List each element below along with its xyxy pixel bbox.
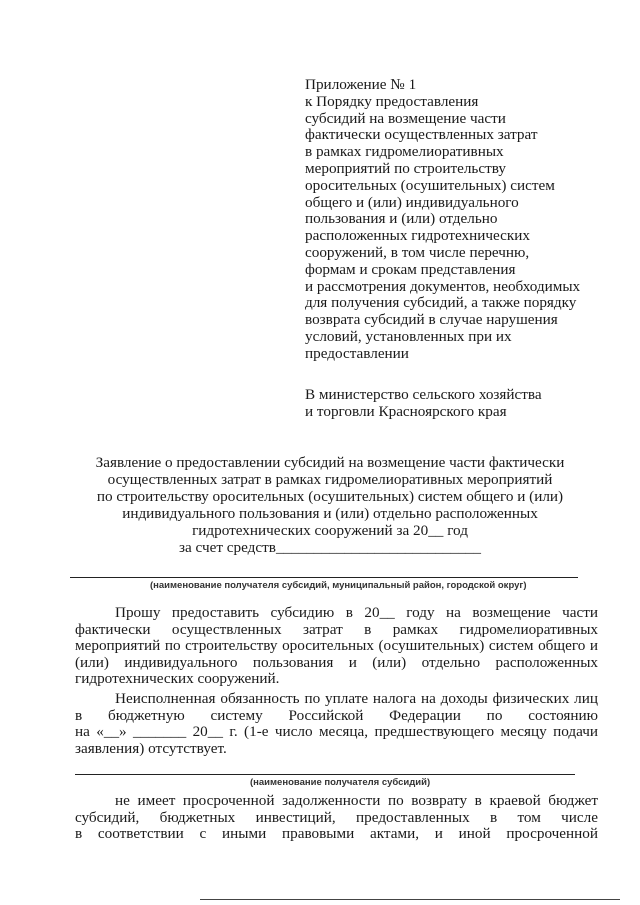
recipient-block bbox=[305, 386, 542, 420]
annex-line: возврата субсидий в случае нарушения bbox=[305, 311, 558, 329]
annex-line: пользования и (или) отдельно bbox=[305, 210, 498, 228]
annex-line: фактически осуществленных затрат bbox=[305, 126, 538, 144]
title-line: индивидуального пользования и (или) отдельно расположенных bbox=[122, 505, 538, 522]
paragraph-line: гидротехнических сооружений. bbox=[75, 670, 280, 688]
title-line: осуществленных затрат в рамках гидромелиоративных мероприятий bbox=[107, 471, 553, 488]
annex-line: для получения субсидий, а также порядку bbox=[305, 294, 577, 312]
annex-line: и рассмотрения документов, необходимых bbox=[305, 277, 581, 295]
paragraph-line: в соответствии с иными правовыми актами, и иной просроченной bbox=[75, 825, 598, 843]
paragraph-request bbox=[75, 605, 598, 688]
recipient-short-name-line[interactable] bbox=[75, 774, 575, 775]
paragraph-line: заявления) отсутствует. bbox=[75, 739, 227, 757]
annex-line: сооружений, в том числе перечню, bbox=[305, 243, 530, 261]
paragraph-line: не имеет просроченной задолженности по возврату в краевой бюджет bbox=[115, 792, 598, 809]
annex-line: мероприятий по строительству bbox=[305, 159, 506, 177]
annex-line: условий, установленных при их bbox=[305, 327, 512, 345]
recipient-name-caption: (наименование получателя субсидий, муниципальный район, городской округ) bbox=[150, 580, 527, 591]
paragraph-line: мероприятий по строительству оросительных (осушительных) систем общего и bbox=[75, 637, 598, 655]
application-title bbox=[60, 454, 600, 556]
paragraph-line: Прошу предоставить субсидию в 20__ году на возмещение части bbox=[115, 604, 598, 621]
recipient-short-name-caption: (наименование получателя субсидий) bbox=[250, 777, 431, 788]
title-line: по строительству оросительных (осушительных) систем общего и (или) bbox=[96, 488, 564, 505]
paragraph-no-debt bbox=[75, 793, 598, 843]
annex-line: субсидий на возмещение части bbox=[305, 109, 506, 127]
paragraph-line: субсидий, бюджетных инвестиций, предоставленных в том числе bbox=[75, 808, 598, 826]
paragraph-tax-statement bbox=[75, 691, 598, 757]
paragraph-line: на «__» _______ 20__ г. (1-е число месяца, предшествующего месяцу подачи bbox=[75, 723, 598, 741]
annex-line: расположенных гидротехнических bbox=[305, 227, 530, 245]
recipient-line: и торговли Красноярского края bbox=[305, 403, 507, 420]
annex-line: к Порядку предоставления bbox=[305, 92, 479, 110]
recipient-line: В министерство сельского хозяйства bbox=[305, 386, 542, 403]
title-line: за счет средств___________________________ bbox=[179, 539, 481, 556]
paragraph-line: (или) индивидуального пользования и (или) отдельно расположенных bbox=[75, 653, 598, 671]
annex-line: оросительных (осушительных) систем bbox=[305, 176, 555, 194]
title-line: Заявление о предоставлении субсидий на возмещение части фактически bbox=[95, 454, 565, 471]
recipient-name-line[interactable] bbox=[70, 577, 578, 578]
page-bottom-rule bbox=[200, 899, 620, 900]
annex-line: в рамках гидромелиоративных bbox=[305, 143, 504, 161]
annex-line: общего и (или) индивидуального bbox=[305, 193, 519, 211]
annex-line: Приложение № 1 bbox=[305, 76, 417, 93]
paragraph-line: Неисполненная обязанность по уплате налога на доходы физических лиц bbox=[115, 690, 598, 707]
paragraph-line: в бюджетную систему Российской Федерации по состоянию bbox=[75, 706, 598, 724]
annex-header bbox=[305, 77, 605, 363]
title-line: гидротехнических сооружений за 20__ год bbox=[192, 522, 468, 539]
annex-line: предоставлении bbox=[305, 344, 409, 362]
annex-line: формам и срокам представления bbox=[305, 260, 516, 278]
paragraph-line: фактически осуществленных затрат в рамках гидромелиоративных bbox=[75, 620, 598, 638]
